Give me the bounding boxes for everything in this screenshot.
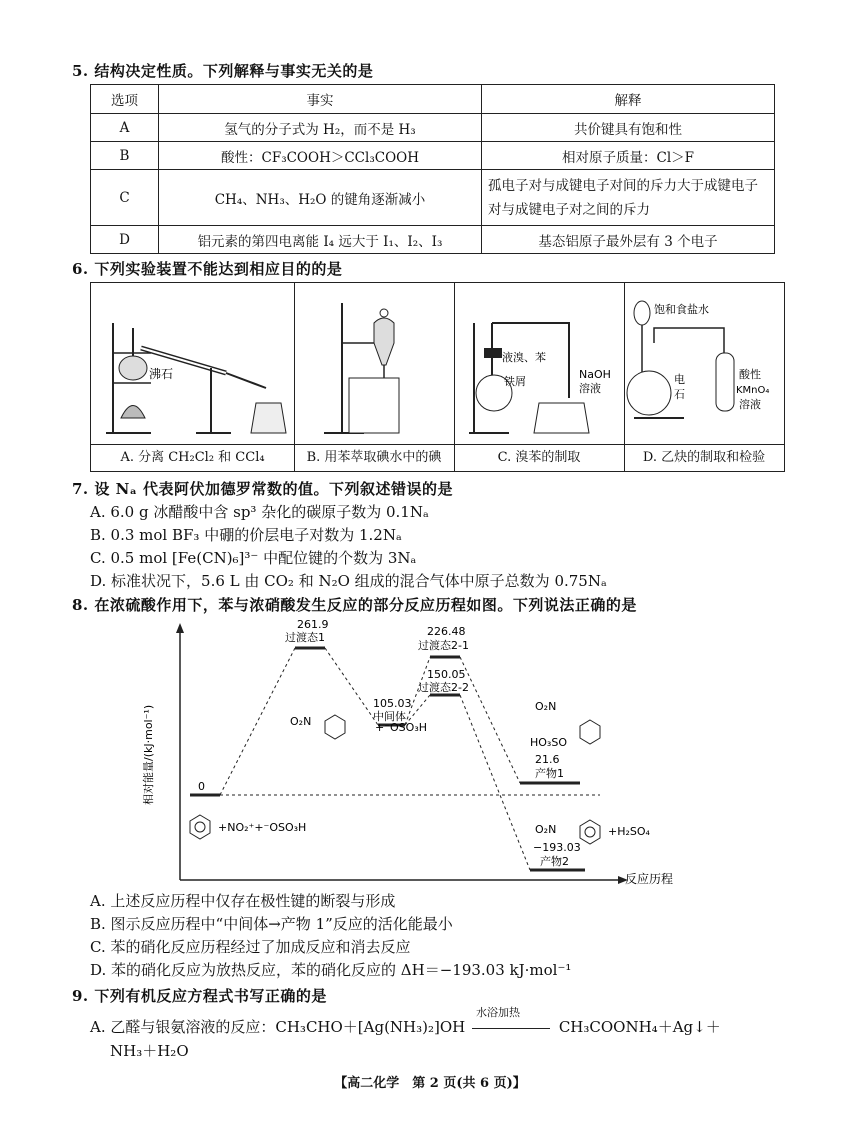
q9-option-a-line1 (90, 1006, 721, 1037)
row-option: C (91, 170, 159, 226)
row-fact: 铝元素的第四电离能 I₄ 远大于 I₁、I₂、I₃ (159, 226, 482, 254)
table-row (91, 170, 775, 226)
q5-table (90, 84, 775, 254)
q7-option-a: A. 6.0 g 冰醋酸中含 sp³ 杂化的碳原子数为 0.1Nₐ (90, 503, 429, 521)
q8-option-a: A. 上述反应历程中仅存在极性键的断裂与形成 (90, 892, 396, 910)
boiling-stone-label: 沸石 (149, 367, 174, 381)
label-intermediate: 中间体 (373, 710, 406, 723)
row-option: B (91, 142, 159, 170)
col-header-fact: 事实 (159, 85, 482, 114)
q5-stem: 5. 结构决定性质。下列解释与事实无关的是 (72, 62, 374, 80)
row-fact: 氢气的分子式为 H₂，而不是 H₃ (159, 114, 482, 142)
y-axis-label: 相对能量/(kJ·mol⁻¹) (142, 704, 155, 805)
label-ts2-2: 过渡态2-2 (418, 681, 469, 694)
q7-stem: 7. 设 Nₐ 代表阿伏加德罗常数的值。下列叙述错误的是 (72, 480, 454, 498)
q9-option-a-line2: NH₃＋H₂O (110, 1042, 189, 1060)
product1-ring-icon (580, 720, 600, 744)
apparatus-d (624, 283, 784, 471)
benzene-icon (190, 815, 210, 839)
intermediate-text: +⁻OSO₃H (375, 721, 428, 734)
product2-ring-icon (580, 820, 600, 844)
product1-o2n: O₂N (535, 700, 557, 713)
naoh-label: NaOH (579, 368, 611, 381)
product2-o2n: O₂N (535, 823, 557, 836)
brine-label: 饱和食盐水 (654, 303, 709, 316)
row-reason: 共价键具有饱和性 (482, 114, 775, 142)
reactant-text: +NO₂⁺+⁻OSO₃H (218, 821, 307, 834)
intermediate-o2n: O₂N (290, 715, 312, 728)
value-ts2-1: 226.48 (427, 625, 466, 638)
acetylene-apparatus-icon (624, 283, 784, 445)
value-product1: 21.6 (535, 753, 560, 766)
col-header-reason: 解释 (482, 85, 775, 114)
solution-label: 溶液 (579, 382, 601, 395)
x-axis-label: 反应历程 (625, 872, 674, 885)
intermediate-ring-icon (325, 715, 345, 739)
q7-option-d: D. 标准状况下，5.6 L 由 CO₂ 和 N₂O 组成的混合气体中原子总数为 0.75Nₐ (90, 572, 607, 590)
energy-profile-diagram (140, 615, 700, 885)
label-product1: 产物1 (535, 767, 564, 780)
bromine-benzene-label: 液溴、苯 (502, 351, 546, 364)
page-footer: 【高二化学 第 2 页(共 6 页)】 (334, 1076, 526, 1091)
table-row (91, 142, 775, 170)
apparatus-a (91, 283, 295, 471)
acidic-label: 酸性 (739, 368, 761, 381)
product2-text: +H₂SO₄ (608, 825, 650, 838)
reaction-condition: 水浴加热 (476, 1006, 521, 1019)
bromobenzene-apparatus-icon (454, 283, 624, 445)
apparatus-b (294, 283, 455, 471)
kmno4-label: KMnO₄ (736, 385, 770, 396)
row-reason: 基态铝原子最外层有 3 个电子 (482, 226, 775, 254)
carbide-label-1: 电 (674, 373, 685, 386)
q7-option-c: C. 0.5 mol [Fe(CN)₆]³⁻ 中配位键的个数为 3Nₐ (90, 549, 417, 567)
label-product2: 产物2 (540, 855, 569, 868)
q6-apparatus-panel (90, 282, 785, 472)
product1-group: HO₃SO (530, 736, 567, 749)
row-option: A (91, 114, 159, 142)
separatory-funnel-icon (294, 283, 454, 445)
caption-b: B. 用苯萃取碘水中的碘 (294, 444, 454, 471)
apparatus-c (454, 283, 625, 471)
row-reason: 相对原子质量：Cl＞F (482, 142, 775, 170)
q9-stem: 9. 下列有机反应方程式书写正确的是 (72, 987, 327, 1005)
q8-option-d: D. 苯的硝化反应为放热反应，苯的硝化反应的 ΔH＝−193.03 kJ·mol⁻¹ (90, 961, 572, 979)
solution-label-2: 溶液 (739, 398, 761, 411)
value-reactant: 0 (198, 780, 205, 793)
q9-products: CH₃COONH₄＋Ag↓＋ (558, 1018, 721, 1036)
value-ts2-2: 150.05 (427, 668, 466, 681)
q8-option-b: B. 图示反应历程中“中间体→产物 1”反应的活化能最小 (90, 915, 453, 933)
carbide-label-2: 石 (674, 388, 685, 401)
distillation-apparatus-icon (91, 283, 294, 445)
row-fact: 酸性：CF₃COOH＞CCl₃COOH (159, 142, 482, 170)
caption-d: D. 乙炔的制取和检验 (624, 444, 784, 471)
caption-c: C. 溴苯的制取 (454, 444, 624, 471)
q7-option-b: B. 0.3 mol BF₃ 中硼的价层电子对数为 1.2Nₐ (90, 526, 402, 544)
row-option: D (91, 226, 159, 254)
reaction-arrow (472, 1006, 552, 1036)
q8-option-c: C. 苯的硝化反应历程经过了加成反应和消去反应 (90, 938, 411, 956)
label-ts1: 过渡态1 (285, 631, 325, 644)
q9-reactants: A. 乙醛与银氨溶液的反应：CH₃CHO＋[Ag(NH₃)₂]OH (90, 1018, 466, 1036)
value-intermediate: 105.03 (373, 697, 412, 710)
label-ts2-1-name: 过渡态2-1 (418, 639, 469, 652)
value-product2: −193.03 (533, 841, 581, 854)
table-row (91, 226, 775, 254)
row-fact: CH₄、NH₃、H₂O 的键角逐渐减小 (159, 170, 482, 226)
value-ts1: 261.9 (297, 618, 329, 631)
iron-filings-label: 铁屑 (504, 375, 526, 388)
col-header-option: 选项 (91, 85, 159, 114)
row-reason: 孤电子对与成键电子对间的斥力大于成键电子对与成键电子对之间的斥力 (482, 170, 775, 226)
q6-stem: 6. 下列实验装置不能达到相应目的的是 (72, 260, 343, 278)
q8-stem: 8. 在浓硫酸作用下，苯与浓硝酸发生反应的部分反应历程如图。下列说法正确的是 (72, 596, 637, 614)
caption-a: A. 分离 CH₂Cl₂ 和 CCl₄ (91, 444, 294, 471)
table-row (91, 114, 775, 142)
